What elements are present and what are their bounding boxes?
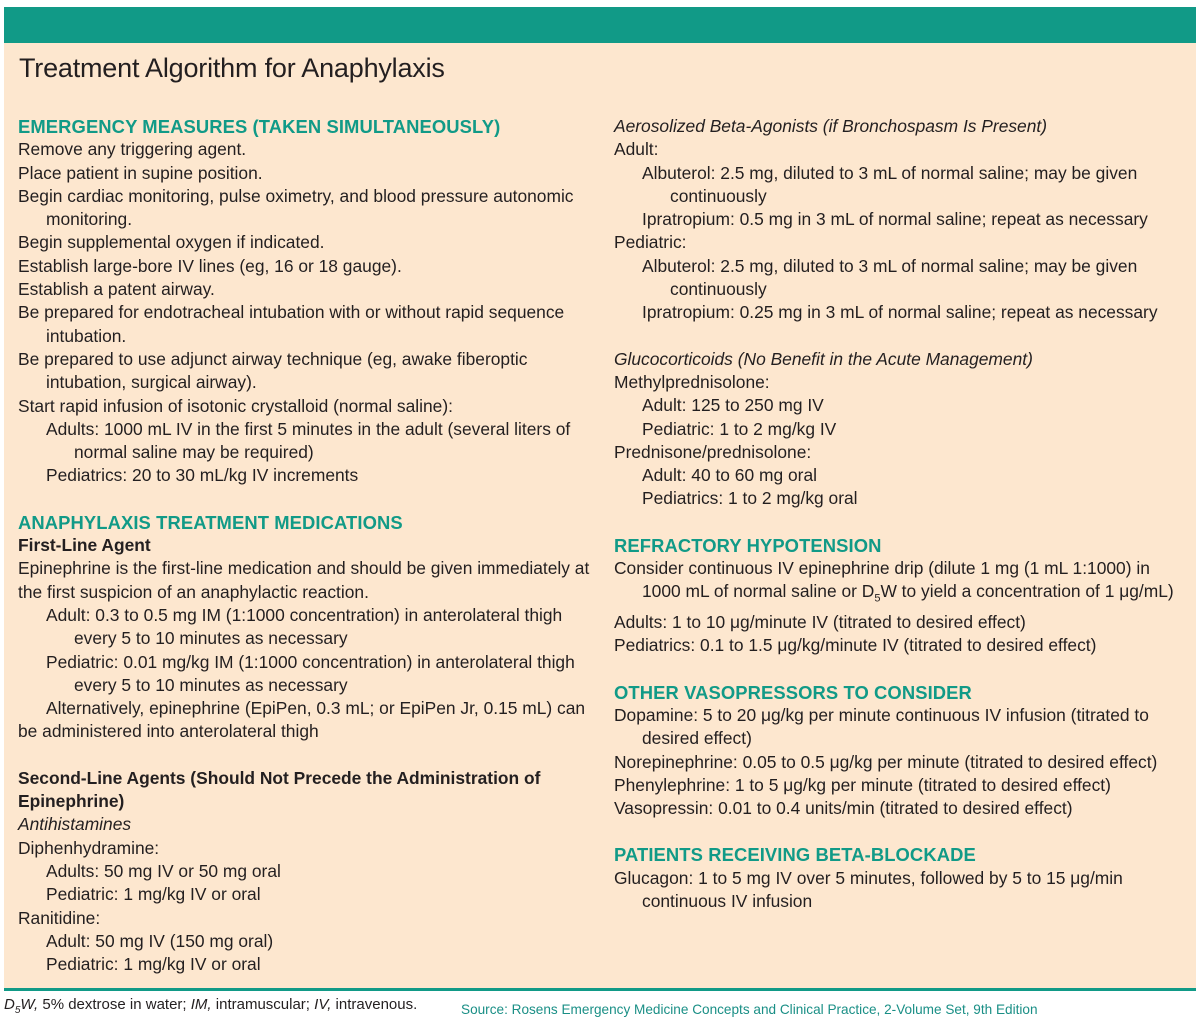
- fn-term: IM,: [190, 996, 212, 1013]
- list-subitem: Pediatric: 1 to 2 mg/kg IV: [642, 418, 837, 439]
- first-line-intro: Epinephrine is the first-line medication and should be given immediately at the first suspicion of an anaphylactic reaction.: [18, 558, 590, 602]
- list-subitem: Albuterol: 2.5 mg, diluted to 3 mL of normal saline; may be given continuously: [642, 162, 1138, 206]
- drip-subscript: 5: [874, 592, 881, 605]
- list-item: Phenylephrine: 1 to 5 μg/kg per minute (titrated to desired effect): [614, 774, 1111, 795]
- fn-definition: intramuscular;: [211, 996, 315, 1013]
- list-item: Vasopressin: 0.01 to 0.4 units/min (titrated to desired effect): [614, 798, 1073, 819]
- list-subitem: Pediatrics: 20 to 30 mL/kg IV increments: [46, 465, 359, 486]
- page-title: Treatment Algorithm for Anaphylaxis: [19, 53, 445, 83]
- list-item: Place patient in supine position.: [18, 162, 263, 183]
- spacer: [614, 511, 1189, 534]
- list-item: Glucagon: 1 to 5 mg IV over 5 minutes, followed by 5 to 15 μg/min continuous IV infusion: [614, 867, 1123, 912]
- spacer: [18, 744, 593, 767]
- refractory-heading: REFRACTORY HYPOTENSION: [614, 534, 882, 556]
- spacer: [614, 325, 1189, 348]
- header-bar: [4, 7, 1196, 43]
- second-line-subheading: Second-Line Agents (Should Not Precede the Administration of Epinephrine): [18, 767, 541, 812]
- fn-term: IV,: [314, 996, 332, 1013]
- algorithm-panel: [4, 43, 1196, 988]
- drug-label: Methylprednisolone:: [614, 371, 770, 392]
- first-line-subheading: First-Line Agent: [18, 535, 151, 556]
- beta-agonists-heading: Aerosolized Beta-Agonists (if Bronchospasm Is Present): [614, 116, 1048, 136]
- left-column: [18, 115, 593, 976]
- list-subitem: Albuterol: 2.5 mg, diluted to 3 mL of normal saline; may be given continuously: [642, 255, 1138, 300]
- drug-label: Ranitidine:: [18, 907, 101, 928]
- list-subitem: Pediatric: 0.01 mg/kg IM (1:1000 concentration) in anterolateral thigh every 5 to 10 minutes as necessary: [46, 651, 575, 695]
- list-subitem: Adult: 0.3 to 0.5 mg IM (1:1000 concentration) in anterolateral thigh every 5 to 10 minutes as necessary: [46, 604, 563, 649]
- fn-term: D: [4, 996, 15, 1013]
- drip-text-b: W to yield a concentration of 1 μg/mL): [880, 581, 1174, 602]
- emergency-heading: EMERGENCY MEASURES (TAKEN SIMULTANEOUSLY): [18, 116, 501, 137]
- list-item: Establish a patent airway.: [18, 279, 215, 300]
- drug-label: Diphenhydramine:: [18, 837, 160, 858]
- glucocorticoids-heading: Glucocorticoids (No Benefit in the Acute Management): [614, 348, 1033, 369]
- right-column: [614, 115, 1189, 913]
- fn-subscript: 5: [14, 1005, 21, 1016]
- list-subitem: Adult: 50 mg IV (150 mg oral): [46, 930, 274, 951]
- list-item: Begin supplemental oxygen if indicated.: [18, 232, 325, 253]
- fn-definition: 5% dextrose in water;: [38, 996, 191, 1013]
- drug-label: Prednisone/prednisolone:: [614, 441, 812, 462]
- epipen-alternative: Alternatively, epinephrine (EpiPen, 0.3 mL; or EpiPen Jr, 0.15 mL) can be administered into anterolateral thigh: [18, 698, 586, 742]
- spacer: [614, 820, 1189, 843]
- drip-text-a: Consider continuous IV epinephrine drip (dilute 1 mg (1 mL 1:1000) in 1000 mL of normal saline or D: [614, 558, 1150, 602]
- list-subitem: Adult: 125 to 250 mg IV: [642, 395, 824, 416]
- list-item: Dopamine: 5 to 20 μg/kg per minute continuous IV infusion (titrated to desired effect): [614, 705, 1149, 749]
- list-subitem: Adult: 40 to 60 mg oral: [642, 465, 817, 486]
- list-item: Begin cardiac monitoring, pulse oximetry, and blood pressure autonomic monitoring.: [18, 185, 574, 230]
- list-subitem: Pediatric: 1 mg/kg IV or oral: [46, 954, 261, 975]
- fn-definition: intravenous.: [331, 996, 418, 1013]
- list-item: Be prepared for endotracheal intubation with or without rapid sequence intubation.: [18, 302, 565, 346]
- antihistamines-label: Antihistamines: [18, 814, 132, 835]
- group-label: Pediatric:: [614, 232, 687, 253]
- vasopressors-heading: OTHER VASOPRESSORS TO CONSIDER: [614, 681, 972, 703]
- list-item: [614, 557, 1189, 611]
- spacer: [18, 488, 593, 511]
- list-subitem: Ipratropium: 0.5 mg in 3 mL of normal saline; repeat as necessary: [642, 209, 1148, 230]
- list-subitem: Pediatric: 1 mg/kg IV or oral: [46, 884, 261, 905]
- list-item: Norepinephrine: 0.05 to 0.5 μg/kg per minute (titrated to desired effect): [614, 751, 1158, 772]
- list-item: Adults: 1 to 10 μg/minute IV (titrated to desired effect): [614, 612, 1026, 633]
- list-item: Remove any triggering agent.: [18, 139, 247, 160]
- list-item: Establish large-bore IV lines (eg, 16 or 18 gauge).: [18, 255, 402, 276]
- medications-heading: ANAPHYLAXIS TREATMENT MEDICATIONS: [18, 511, 403, 533]
- beta-blockade-heading: PATIENTS RECEIVING BETA-BLOCKADE: [614, 844, 976, 866]
- fn-term: W,: [20, 996, 39, 1013]
- list-item: Be prepared to use adjunct airway technique (eg, awake fiberoptic intubation, surgical airway).: [18, 348, 528, 393]
- abbreviations-footnote: [4, 996, 417, 1016]
- list-subitem: Adults: 50 mg IV or 50 mg oral: [46, 860, 281, 881]
- list-subitem: Ipratropium: 0.25 mg in 3 mL of normal saline; repeat as necessary: [642, 302, 1158, 323]
- source-citation: Source: Rosens Emergency Medicine Concepts and Clinical Practice, 2-Volume Set, 9th Edition: [461, 1002, 1038, 1017]
- list-subitem: Adults: 1000 mL IV in the first 5 minutes in the adult (several liters of normal saline may be required): [46, 418, 571, 463]
- footer-rule: [4, 988, 1196, 991]
- list-subitem: Pediatrics: 1 to 2 mg/kg oral: [642, 488, 858, 509]
- list-item: Start rapid infusion of isotonic crystalloid (normal saline):: [18, 395, 453, 416]
- group-label: Adult:: [614, 139, 659, 160]
- spacer: [614, 658, 1189, 681]
- list-item: Pediatrics: 0.1 to 1.5 μg/kg/minute IV (titrated to desired effect): [614, 635, 1097, 656]
